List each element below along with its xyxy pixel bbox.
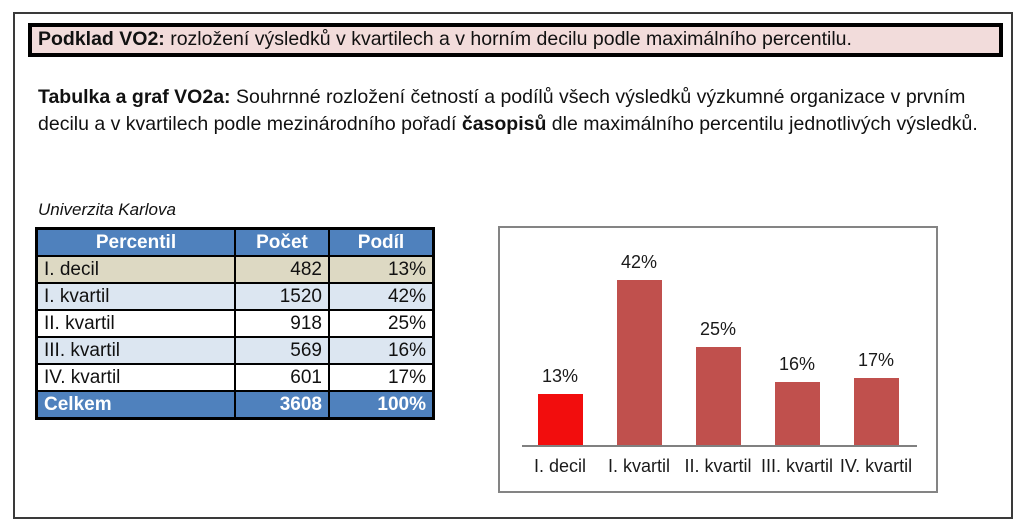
row-count: 601: [235, 364, 329, 391]
chart-value-label: 17%: [857, 350, 895, 370]
chart-category-label: II. kvartil: [684, 456, 752, 476]
row-share: 17%: [329, 364, 434, 391]
row-count: 1520: [235, 283, 329, 310]
table-row: [37, 310, 434, 337]
banner: [28, 23, 1003, 57]
row-count: 918: [235, 310, 329, 337]
table-row: [37, 337, 434, 364]
intro-paragraph: [38, 84, 983, 137]
chart-category-label: I. decil: [533, 456, 587, 476]
percentile-table: [35, 227, 435, 420]
total-label: Celkem: [37, 391, 236, 419]
bar-chart: [498, 226, 938, 493]
row-count: 482: [235, 256, 329, 283]
row-count: 569: [235, 337, 329, 364]
total-share: 100%: [329, 391, 434, 419]
chart-bar: [538, 394, 583, 445]
table-row: [37, 364, 434, 391]
row-label: I. decil: [37, 256, 236, 283]
table-row: [37, 283, 434, 310]
intro-emphasis: časopisů: [461, 112, 547, 135]
row-share: 13%: [329, 256, 434, 283]
table-row: [37, 256, 434, 283]
row-label: II. kvartil: [37, 310, 236, 337]
table-header-row: [37, 229, 434, 257]
banner-title-rest: rozložení výsledků v kvartilech a v horním decilu podle maximálního percentilu.: [164, 28, 852, 50]
column-header-percentil: Percentil: [37, 229, 236, 257]
chart-bar: [775, 382, 820, 445]
total-count: 3608: [235, 391, 329, 419]
row-label: IV. kvartil: [37, 364, 236, 391]
column-header-podil: Podíl: [329, 229, 434, 257]
intro-lead-bold: Tabulka a graf VO2a:: [38, 86, 231, 108]
row-label: III. kvartil: [37, 337, 236, 364]
intro-text-1: Souhrnné rozložení četností a podílů všech výsledků výzkumné organizace v prvním decilu a v kvartilech podle mezinárodního pořadí: [38, 86, 966, 135]
chart-value-label: 13%: [541, 366, 579, 386]
chart-category-label: IV. kvartil: [839, 456, 913, 476]
chart-category-label: III. kvartil: [760, 456, 833, 476]
row-share: 25%: [329, 310, 434, 337]
chart-bar: [854, 378, 899, 445]
chart-value-label: 16%: [778, 354, 816, 374]
chart-category-label: I. kvartil: [607, 456, 670, 476]
row-share: 16%: [329, 337, 434, 364]
column-header-pocet: Počet: [235, 229, 329, 257]
chart-bar: [696, 347, 741, 445]
row-label: I. kvartil: [37, 283, 236, 310]
table-total-row: [37, 391, 434, 419]
chart-bar: [617, 280, 662, 445]
organization-label: Univerzita Karlova: [38, 200, 176, 219]
document-frame: [13, 12, 1013, 519]
chart-value-label: 42%: [620, 252, 658, 272]
chart-value-label: 25%: [699, 319, 737, 339]
row-share: 42%: [329, 283, 434, 310]
banner-title-bold: Podklad VO2:: [38, 28, 165, 50]
x-axis-line: [522, 445, 917, 447]
intro-text-2: dle maximálního percentilu jednotlivých výsledků.: [546, 112, 978, 135]
